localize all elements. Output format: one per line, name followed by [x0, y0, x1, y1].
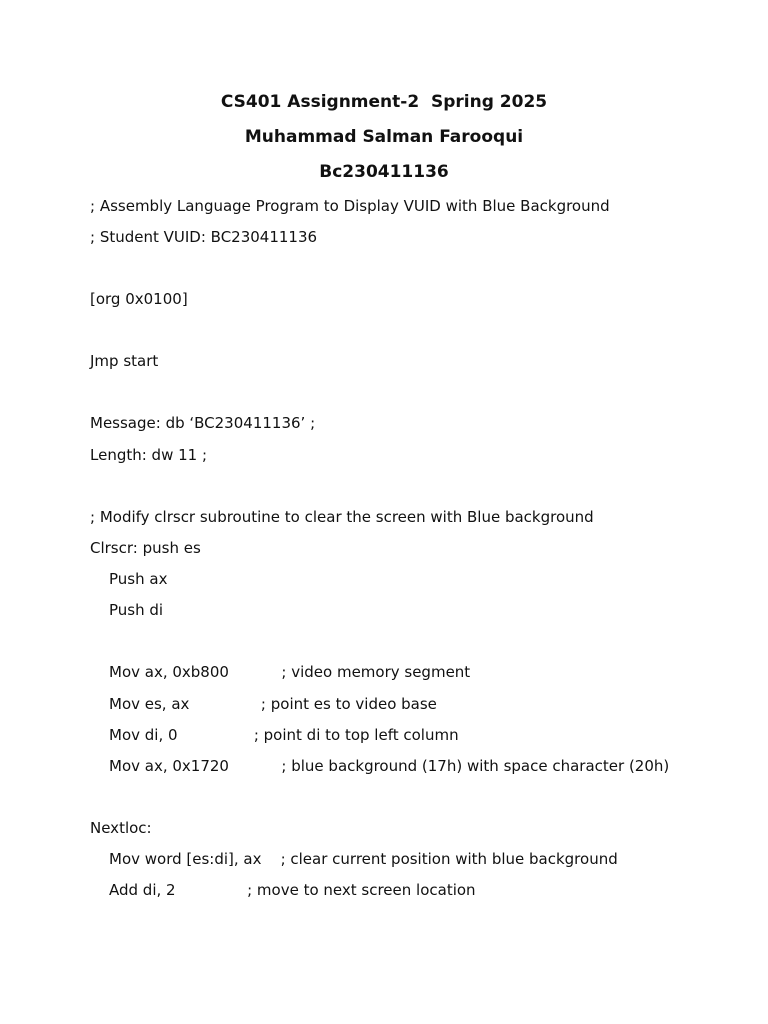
student-id: Bc230411136 — [319, 162, 449, 182]
document-title: CS401 Assignment-2 Spring 2025 — [220, 92, 548, 112]
code-line: Message: db ‘BC230411136’ ; — [90, 414, 316, 432]
code-line: Push di — [109, 601, 164, 619]
code-line: Mov es, ax ; point es to video base — [109, 695, 437, 713]
code-line: Mov di, 0 ; point di to top left column — [109, 726, 459, 744]
code-line: Mov ax, 0xb800 ; video memory segment — [109, 663, 471, 681]
code-line: Nextloc: — [90, 819, 152, 837]
code-line: ; Assembly Language Program to Display VUID with Blue Background — [90, 197, 610, 215]
code-line: Mov ax, 0x1720 ; blue background (17h) with space character (20h) — [109, 757, 670, 775]
code-line: ; Modify clrscr subroutine to clear the screen with Blue background — [90, 508, 594, 526]
code-line: [org 0x0100] — [90, 290, 188, 308]
code-line: Mov word [es:di], ax ; clear current position with blue background — [109, 850, 618, 868]
author-name: Muhammad Salman Farooqui — [244, 127, 524, 147]
code-line: Clrscr: push es — [90, 539, 201, 557]
code-line: ; Student VUID: BC230411136 — [90, 228, 318, 246]
code-line: Jmp start — [90, 352, 159, 370]
code-line: Length: dw 11 ; — [90, 446, 208, 464]
code-line: Push ax — [109, 570, 168, 588]
code-line: Add di, 2 ; move to next screen location — [109, 881, 476, 899]
